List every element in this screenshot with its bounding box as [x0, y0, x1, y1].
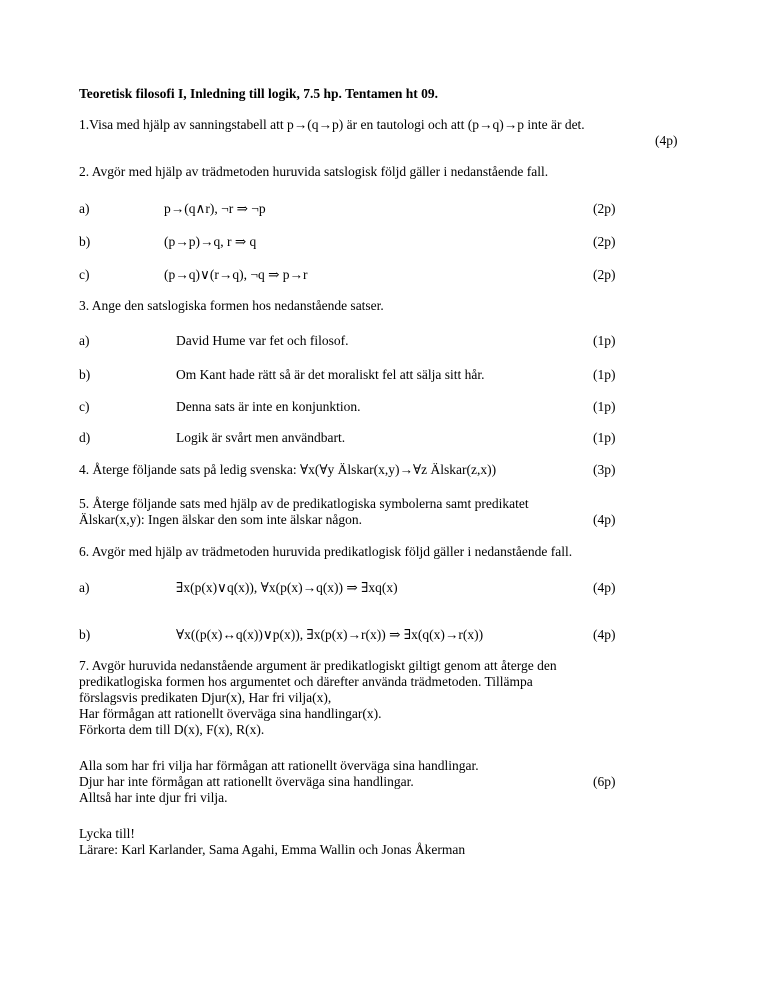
q3-item-label: d): [79, 430, 91, 445]
q7-line: Har förmågan att rationellt överväga sina handlingar(x).: [79, 706, 382, 721]
q2-intro: 2. Avgör med hjälp av trädmetoden huruvida satslogisk följd gäller i nedanstående fall.: [79, 164, 549, 179]
q6-item-formula: ∀x((p(x)↔q(x))∨p(x)), ∃x(p(x)→r(x)) ⇒ ∃x(q(x)→r(x)): [176, 627, 484, 642]
q6-item-label: b): [79, 627, 91, 642]
q7-line: Förkorta dem till D(x), F(x), R(x).: [79, 722, 265, 737]
q2-item-label: c): [79, 267, 90, 282]
q7-line: predikatlogiska formen hos argumentet och därefter använda trädmetoden. Tillämpa: [79, 674, 533, 689]
q2-item-points: (2p): [593, 267, 616, 282]
q2-item-formula: p→(q∧r), ¬r ⇒ ¬p: [164, 201, 266, 216]
q3-item-points: (1p): [593, 430, 616, 445]
q2-item-label: b): [79, 234, 91, 249]
q1-points: (4p): [655, 133, 678, 148]
q7-points: (6p): [593, 774, 616, 789]
q1-text: 1.Visa med hjälp av sanningstabell att p→(q→p) är en tautologi och att (p→q)→p inte är det.: [79, 117, 585, 132]
q6-item-label: a): [79, 580, 90, 595]
q6-item-points: (4p): [593, 627, 616, 642]
q7-argument-conclusion: Alltså har inte djur fri vilja.: [79, 790, 228, 805]
q2-item-formula: (p→p)→q, r ⇒ q: [164, 234, 257, 249]
q2-item-points: (2p): [593, 234, 616, 249]
q3-item-points: (1p): [593, 367, 616, 382]
exam-title: Teoretisk filosofi I, Inledning till logik, 7.5 hp. Tentamen ht 09.: [79, 86, 438, 101]
q3-intro: 3. Ange den satslogiska formen hos nedanstående satser.: [79, 298, 384, 313]
q3-item-label: c): [79, 399, 90, 414]
q3-item-text: Logik är svårt men användbart.: [176, 430, 346, 445]
q7-argument-premise-2: Djur har inte förmågan att rationellt överväga sina handlingar.: [79, 774, 414, 789]
q4-text: 4. Återge följande sats på ledig svenska: ∀x(∀y Älskar(x,y)→∀z Älskar(z,x)): [79, 462, 497, 477]
q5-line2: Älskar(x,y): Ingen älskar den som inte älskar någon.: [79, 512, 363, 527]
q7-argument-premise-1: Alla som har fri vilja har förmågan att rationellt överväga sina handlingar.: [79, 758, 479, 773]
q2-item-points: (2p): [593, 201, 616, 216]
q3-item-label: b): [79, 367, 91, 382]
q2-item-label: a): [79, 201, 90, 216]
q7-line: förslagsvis predikaten Djur(x), Har fri vilja(x),: [79, 690, 332, 705]
closing-greeting: Lycka till!: [79, 826, 135, 841]
q3-item-points: (1p): [593, 333, 616, 348]
q3-item-text: Denna sats är inte en konjunktion.: [176, 399, 361, 414]
q3-item-text: David Hume var fet och filosof.: [176, 333, 349, 348]
q6-item-points: (4p): [593, 580, 616, 595]
q3-item-label: a): [79, 333, 90, 348]
q2-item-formula: (p→q)∨(r→q), ¬q ⇒ p→r: [164, 267, 308, 282]
q3-item-points: (1p): [593, 399, 616, 414]
q6-intro: 6. Avgör med hjälp av trädmetoden huruvida predikatlogisk följd gäller i nedanstående fall.: [79, 544, 573, 559]
q6-item-formula: ∃x(p(x)∨q(x)), ∀x(p(x)→q(x)) ⇒ ∃xq(x): [176, 580, 398, 595]
q4-points: (3p): [593, 462, 616, 477]
teachers-line: Lärare: Karl Karlander, Sama Agahi, Emma Wallin och Jonas Åkerman: [79, 842, 466, 857]
q5-points: (4p): [593, 512, 616, 527]
q3-item-text: Om Kant hade rätt så är det moraliskt fel att sälja sitt hår.: [176, 367, 485, 382]
q7-line: 7. Avgör huruvida nedanstående argument är predikatlogiskt giltigt genom att återge den: [79, 658, 557, 673]
q5-line1: 5. Återge följande sats med hjälp av de predikatlogiska symbolerna samt predikatet: [79, 496, 529, 511]
